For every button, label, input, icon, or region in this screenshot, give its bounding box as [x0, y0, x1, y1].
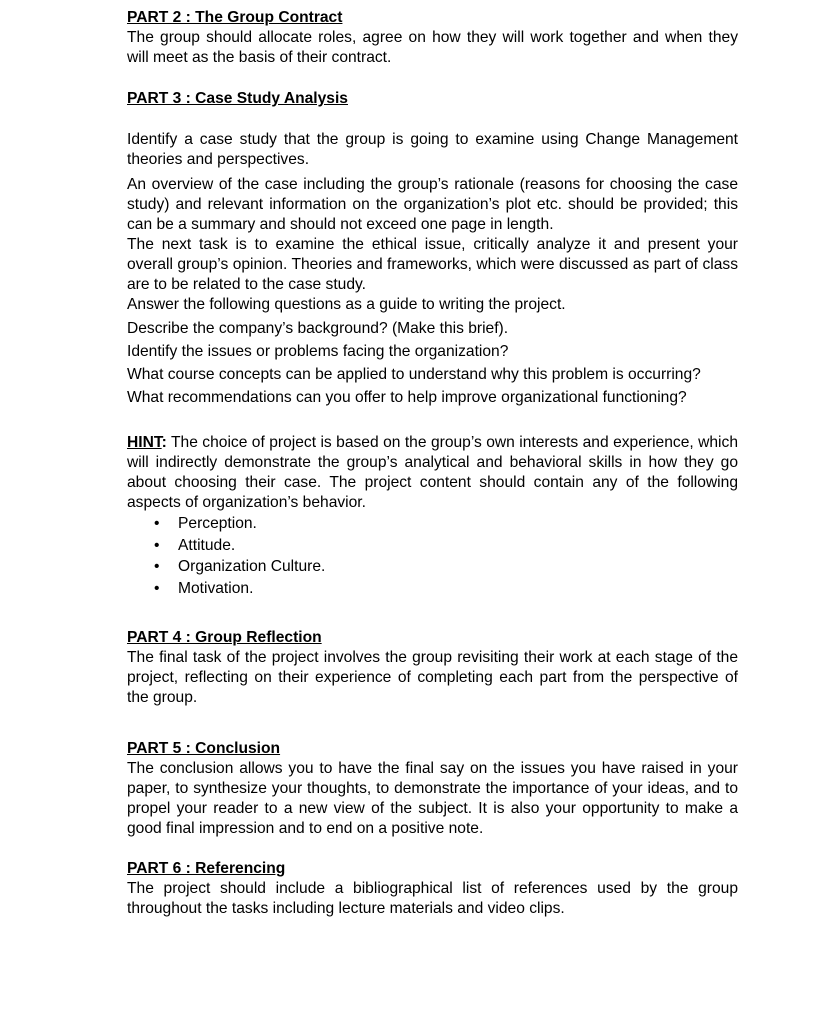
list-item-label: Attitude. — [178, 536, 236, 554]
list-item — [127, 535, 738, 557]
hint-label: HINT — [127, 434, 162, 451]
part4-heading: PART 4 : Group Reflection — [127, 629, 322, 646]
part3-overview-paragraph: An overview of the case including the group’s rationale (reasons for choosing the case study) and relevant information on the organization’s plot etc. should be provided; this can be a summary and should not exceed one page in length. — [127, 176, 738, 233]
part4-body: The final task of the project involves the group revisiting their work at each stage of the project, reflecting on their experience of completing each part from the perspective of the group. — [127, 649, 738, 706]
part3-heading: PART 3 : Case Study Analysis — [127, 90, 348, 107]
hint-colon: : — [161, 434, 167, 451]
bullet-icon: • — [154, 515, 160, 532]
question-item: Describe the company’s background? (Make this brief). — [127, 320, 509, 337]
part5-heading: PART 5 : Conclusion — [127, 740, 281, 757]
part5-body: The conclusion allows you to have the final say on the issues you have raised in your paper, to synthesize your thoughts, to demonstrate the importance of your ideas, and to propel your reader to a new view of the subject. It is also your opportunity to make a good final impression and to end on a positive note. — [127, 760, 738, 837]
list-item — [127, 513, 738, 535]
list-item — [127, 556, 738, 578]
hint-text: The choice of project is based on the group’s own interests and experience, which will indirectly demonstrate the group’s analytical and behavioral skills in how they go about choosing their case. The project content should contain any of the following aspects of organization’s behavior. — [127, 434, 738, 511]
question-item: What course concepts can be applied to understand why this problem is occurring? — [127, 366, 701, 383]
part3-guide-paragraph: Answer the following questions as a guide to writing the project. — [127, 296, 566, 313]
list-item-label: Motivation. — [178, 579, 254, 597]
behavior-aspects-list — [127, 513, 738, 599]
bullet-icon: • — [154, 536, 160, 554]
part3-intro-paragraph: Identify a case study that the group is going to examine using Change Management theories and perspectives. — [127, 131, 738, 168]
hint-paragraph — [127, 433, 738, 513]
list-item-label: Perception. — [178, 515, 257, 532]
part2-heading: PART 2 : The Group Contract — [127, 9, 343, 26]
part3-ethics-paragraph: The next task is to examine the ethical issue, critically analyze it and present your overall group’s opinion. Theories and frameworks, which were discussed as part of class are to be related to the case study. — [127, 236, 738, 293]
list-item-label: Organization Culture. — [178, 558, 326, 575]
bullet-icon: • — [154, 558, 160, 575]
part6-heading: PART 6 : Referencing — [127, 860, 286, 877]
bullet-icon: • — [154, 579, 160, 597]
question-item: Identify the issues or problems facing the organization? — [127, 343, 509, 360]
part6-body: The project should include a bibliographical list of references used by the group throughout the tasks including lecture materials and video clips. — [127, 880, 738, 917]
part2-body: The group should allocate roles, agree on how they will work together and when they will meet as the basis of their contract. — [127, 29, 738, 66]
guide-questions — [127, 318, 738, 409]
document-page — [127, 8, 738, 919]
list-item — [127, 578, 738, 600]
question-item: What recommendations can you offer to help improve organizational functioning? — [127, 389, 687, 406]
